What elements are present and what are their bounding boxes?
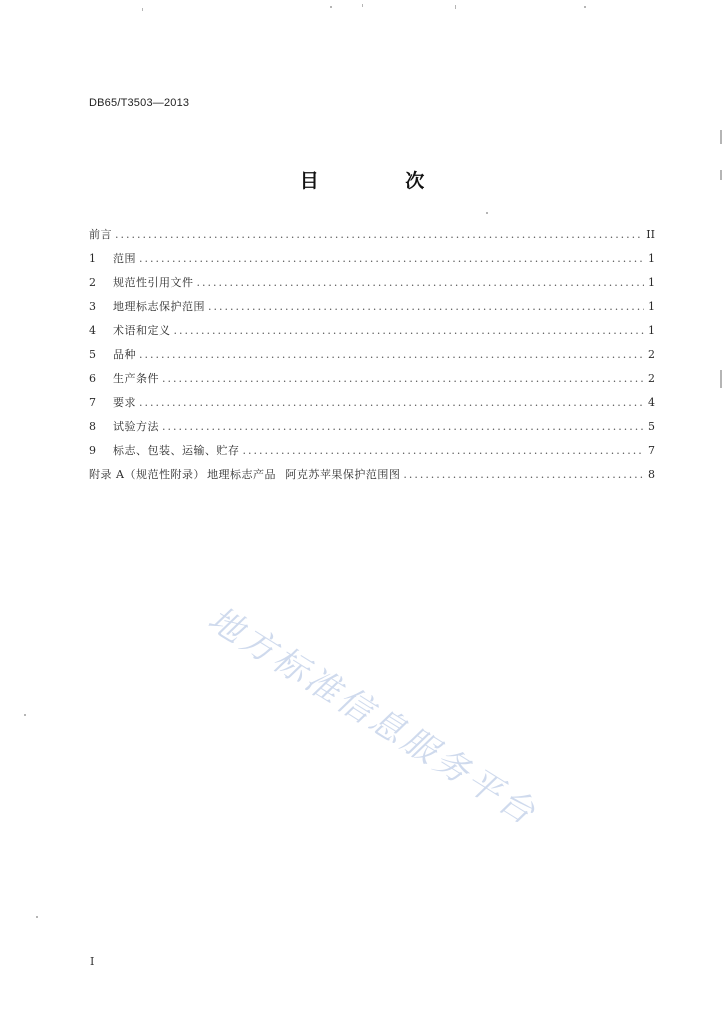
toc-entry-label: 试验方法 <box>113 420 159 433</box>
appendix-middle: 地理标志产品 <box>207 468 277 481</box>
toc-entry-scope[interactable] <box>89 250 655 274</box>
toc-leader-dots <box>243 444 645 457</box>
toc-entry-label: 术语和定义 <box>113 324 171 337</box>
scan-speck <box>24 714 26 716</box>
scan-speck <box>36 916 38 918</box>
standard-code: DB65/T3503—2013 <box>89 97 190 109</box>
table-of-contents <box>89 226 655 490</box>
toc-leader-dots <box>197 276 645 289</box>
toc-entry-number: 6 <box>89 372 96 385</box>
toc-title: 目 次 <box>299 170 465 192</box>
toc-entry-label: 品种 <box>113 348 136 361</box>
toc-leader-dots <box>139 396 644 409</box>
scan-speck <box>362 4 363 7</box>
toc-entry-page: 7 <box>648 444 655 457</box>
toc-entry-label: 前言 <box>89 228 112 241</box>
toc-entry-page: 1 <box>648 300 655 313</box>
toc-entry-page: 8 <box>648 468 655 481</box>
toc-entry-variety[interactable] <box>89 346 655 370</box>
appendix-label: 阿克苏苹果保护范围图 <box>285 468 401 481</box>
toc-leader-dots <box>174 324 645 337</box>
toc-entry-number: 2 <box>89 276 96 289</box>
toc-entry-number: 1 <box>89 252 96 265</box>
toc-leader-dots <box>208 300 644 313</box>
toc-entry-number: 3 <box>89 300 96 313</box>
toc-entry-terms[interactable] <box>89 322 655 346</box>
toc-entry-page: 4 <box>648 396 655 409</box>
toc-leader-dots <box>139 252 644 265</box>
toc-entry-page: 1 <box>648 324 655 337</box>
toc-entry-test-methods[interactable] <box>89 418 655 442</box>
toc-entry-number: 9 <box>89 444 96 457</box>
scan-speck <box>455 5 456 9</box>
scan-speck <box>142 8 143 11</box>
scan-speck <box>720 170 722 180</box>
toc-leader-dots <box>162 420 644 433</box>
toc-entry-number: 4 <box>89 324 96 337</box>
toc-entry-label: 标志、包装、运输、贮存 <box>113 444 240 457</box>
toc-entry-label: 生产条件 <box>113 372 159 385</box>
toc-leader-dots <box>139 348 644 361</box>
toc-entry-number: 5 <box>89 348 96 361</box>
toc-entry-label: 范围 <box>113 252 136 265</box>
watermark-text: 地方标准信息服务平台 <box>200 598 545 835</box>
appendix-prefix: 附录 A（规范性附录） <box>89 468 205 481</box>
toc-leader-dots <box>115 228 643 241</box>
toc-entry-page: 1 <box>648 252 655 265</box>
scan-speck <box>720 130 722 144</box>
scan-speck <box>720 370 722 388</box>
toc-entry-appendix-a[interactable] <box>89 466 655 490</box>
scan-speck <box>330 6 332 8</box>
scan-speck <box>486 212 488 214</box>
toc-entry-marking-packaging[interactable] <box>89 442 655 466</box>
toc-entry-requirements[interactable] <box>89 394 655 418</box>
toc-entry-protection-area[interactable] <box>89 298 655 322</box>
toc-entry-label: 规范性引用文件 <box>113 276 194 289</box>
toc-entry-number: 7 <box>89 396 96 409</box>
toc-entry-page: 2 <box>648 348 655 361</box>
scan-speck <box>584 6 586 8</box>
toc-entry-number: 8 <box>89 420 96 433</box>
toc-entry-page: 5 <box>648 420 655 433</box>
toc-entry-page: II <box>646 228 655 241</box>
toc-leader-dots <box>403 468 644 481</box>
toc-entry-page: 2 <box>648 372 655 385</box>
toc-entry-production-conditions[interactable] <box>89 370 655 394</box>
footer-page-number: I <box>90 955 95 968</box>
toc-entry-page: 1 <box>648 276 655 289</box>
toc-entry-label: 要求 <box>113 396 136 409</box>
toc-entry-label: 地理标志保护范围 <box>113 300 205 313</box>
toc-leader-dots <box>162 372 644 385</box>
toc-entry-foreword[interactable] <box>89 226 655 250</box>
toc-entry-normative-references[interactable] <box>89 274 655 298</box>
